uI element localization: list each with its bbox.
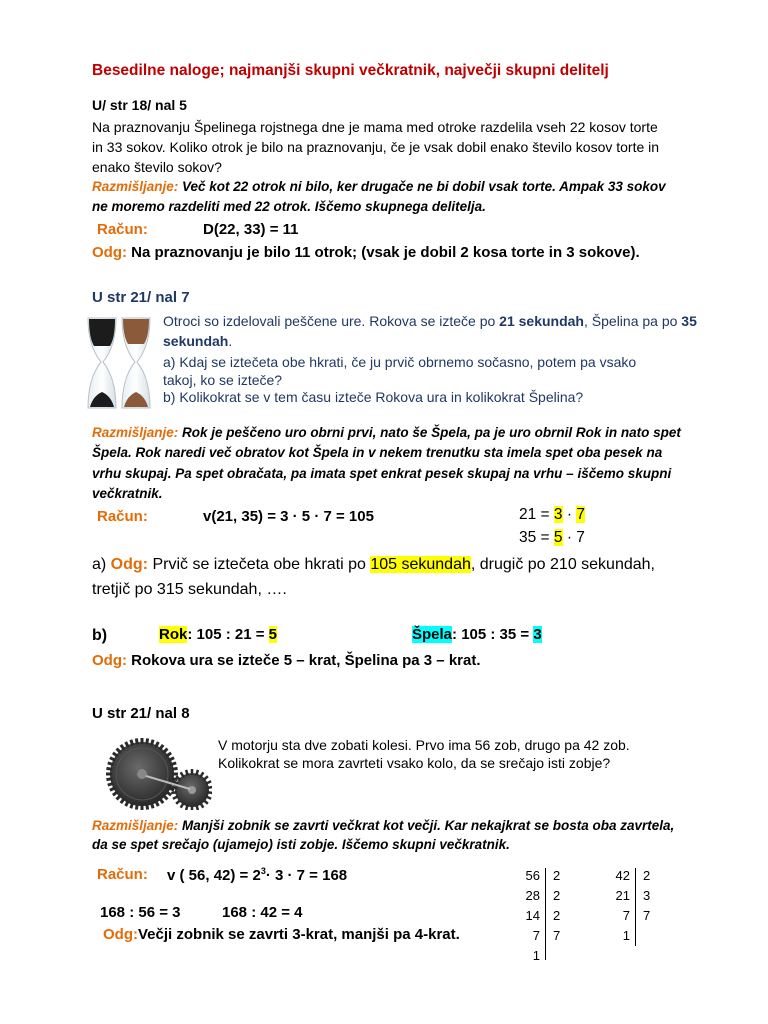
task2-answer-a	[92, 552, 655, 578]
task3-calc	[167, 866, 347, 884]
reasoning-text: Rok je peščeno uro obrni prvi, nato še Špela, pa je uro obrnil Rok in nato spet	[178, 425, 681, 440]
calc-text: v ( 56, 42) = 2	[167, 867, 261, 884]
task3-heading: U str 21/ nal 8	[92, 705, 190, 722]
answer-label: Odg:	[103, 926, 138, 943]
large-gear	[106, 738, 178, 810]
task3-calc-label: Račun:	[97, 866, 148, 883]
task1-reasoning	[92, 177, 666, 197]
task1-calc-label: Račun:	[97, 221, 148, 238]
factor-text: 21 =	[519, 506, 554, 523]
spela-value: 3	[533, 626, 542, 643]
page-title: Besedilne naloge; najmanjši skupni večkratnik, največji skupni delitelj	[92, 62, 609, 79]
answer-text: Večji zobnik se zavrti 3-krat, manjši pa 4-krat.	[138, 926, 460, 943]
task2-question-a2: takoj, ko se izteče?	[163, 372, 283, 388]
factor-highlight: 3	[553, 506, 563, 523]
gears-image	[96, 732, 212, 810]
reasoning-label: Razmišljanje:	[92, 425, 179, 440]
reasoning-label: Razmišljanje:	[92, 818, 179, 833]
factor-number: 56	[525, 868, 540, 883]
calc-text: · 3 · 7 = 168	[265, 867, 348, 884]
answer-label: Odg:	[92, 244, 127, 261]
spela-expr: : 105 : 35 =	[452, 626, 534, 643]
task3-answer	[103, 926, 460, 943]
task2-question-b: b) Kolikokrat se v tem času izteče Rokova ura in kolikokrat Špelina?	[163, 389, 584, 405]
hourglass-brown	[122, 318, 150, 408]
factor-number: 42	[615, 868, 630, 883]
answer-label: Odg:	[92, 652, 127, 669]
task3-reasoning	[92, 816, 674, 836]
task3-div2: 168 : 42 = 4	[222, 904, 303, 921]
task2-text-line1	[163, 311, 697, 331]
text-part: .	[228, 333, 233, 349]
task3-text-line2: Kolikokrat se mora zavrteti vsako kolo, da se srečajo isti zobje?	[218, 755, 611, 771]
factor-divider-56	[545, 868, 546, 960]
factor-number: 1	[622, 928, 630, 943]
rok-calc	[159, 626, 277, 643]
task1-text-line2: in 33 sokov. Koliko otrok je bilo na praznovanju, če je vsak dobil enako število kosov torte in	[92, 139, 660, 155]
reasoning-text: Več kot 22 otrok ni bilo, ker drugače ne bi dobil vsak torte. Ampak 33 sokov	[178, 179, 666, 194]
task2-calc: v(21, 35) = 3 · 5 · 7 = 105	[203, 508, 374, 525]
task1-text-line1: Na praznovanju Špelinega rojstnega dne je mama med otroke razdelila vseh 22 kosov torte	[92, 119, 658, 135]
factor-text: ·	[562, 506, 577, 523]
answer-text: Rokova ura se izteče 5 – krat, Špelina pa 3 – krat.	[127, 652, 481, 669]
task3-reasoning-line2: da se spet srečajo (ujamejo) isti zobje. Iščemo skupni večkratnik.	[92, 837, 510, 852]
factor-highlight: 5	[553, 529, 563, 546]
factor-number: 7	[622, 908, 630, 923]
factor-21	[519, 506, 585, 524]
factor-prime: 2	[553, 888, 561, 903]
text-part: Otroci so izdelovali peščene ure. Rokova se izteče po	[163, 313, 500, 329]
task2-text-line2	[163, 331, 232, 351]
answer-text: Prvič se iztečeta obe hkrati po	[148, 556, 371, 573]
rok-value: 5	[268, 626, 277, 643]
task1-reasoning-line2: ne moremo razdeliti med 22 otrok. Iščemo skupnega delitelja.	[92, 199, 486, 214]
spela-label: Špela	[412, 626, 453, 643]
factor-number: 7	[532, 928, 540, 943]
task3-div1: 168 : 56 = 3	[100, 904, 181, 921]
answer-prefix: a)	[92, 556, 111, 573]
task2-answer-a-line2: tretjič po 315 sekundah, ….	[92, 581, 287, 598]
task2-reasoning	[92, 423, 681, 443]
task1-heading: U/ str 18/ nal 5	[92, 97, 187, 113]
hourglass-black	[88, 318, 116, 408]
reasoning-label: Razmišljanje:	[92, 179, 179, 194]
factor-prime: 3	[643, 888, 651, 903]
factor-number: 14	[525, 908, 540, 923]
task2-reasoning-line4: večkratnik.	[92, 486, 163, 501]
factor-text: 35 =	[519, 529, 554, 546]
task2-reasoning-line3: vrhu skupaj. Pa spet obračata, pa imata spet enkrat pesek skupaj na vrhu – iščemo skupni	[92, 466, 672, 481]
answer-highlight: 105 sekundah	[370, 556, 471, 573]
spela-calc	[412, 626, 542, 643]
factor-number: 1	[532, 948, 540, 963]
factor-divider-42	[635, 868, 636, 946]
factor-prime: 7	[643, 908, 651, 923]
answer-text: , drugič po 210 sekundah,	[470, 556, 655, 573]
rok-label: Rok	[159, 626, 188, 643]
rok-expr: : 105 : 21 =	[187, 626, 269, 643]
task2-reasoning-line2: Špela. Rok naredi več obratov kot Špela in v nekem trenutku sta imela spet oba pesek na	[92, 445, 663, 460]
calc-exponent: 3	[260, 866, 266, 876]
text-bold-part: 21 sekundah	[499, 313, 584, 329]
factor-number: 28	[525, 888, 540, 903]
hourglass-images	[84, 314, 156, 414]
task2-calc-label: Račun:	[97, 508, 148, 525]
factor-prime: 7	[553, 928, 561, 943]
text-bold-part: 35	[681, 313, 697, 329]
text-bold-part: sekundah	[163, 333, 229, 349]
task3-text-line1: V motorju sta dve zobati kolesi. Prvo ima 56 zob, drugo pa 42 zob.	[218, 737, 630, 753]
task2-answer-b	[92, 652, 481, 669]
factor-prime: 2	[553, 868, 561, 883]
task1-calc: D(22, 33) = 11	[203, 221, 299, 238]
factor-prime: 2	[553, 908, 561, 923]
task1-answer	[92, 244, 640, 261]
answer-text: Na praznovanju je bilo 11 otrok; (vsak je dobil 2 kosa torte in 3 sokove).	[127, 244, 640, 261]
factor-35	[519, 529, 585, 547]
task1-text-line3: enako število sokov?	[92, 159, 222, 175]
factor-text: · 7	[562, 529, 585, 546]
factor-highlight: 7	[576, 506, 585, 523]
task2-question-a1: a) Kdaj se iztečeta obe hkrati, če ju prvič obrnemo sočasno, potem pa vsako	[163, 354, 637, 370]
answer-label: Odg:	[110, 556, 148, 573]
reasoning-text: Manjši zobnik se zavrti večkrat kot večji. Kar nekajkrat se bosta oba zavrtela,	[178, 818, 675, 833]
factor-prime: 2	[643, 868, 651, 883]
task2-answer-b-prefix: b)	[92, 627, 108, 644]
task2-heading: U str 21/ nal 7	[92, 289, 190, 306]
text-part: , Špelina pa po	[584, 313, 682, 329]
factor-number: 21	[615, 888, 630, 903]
